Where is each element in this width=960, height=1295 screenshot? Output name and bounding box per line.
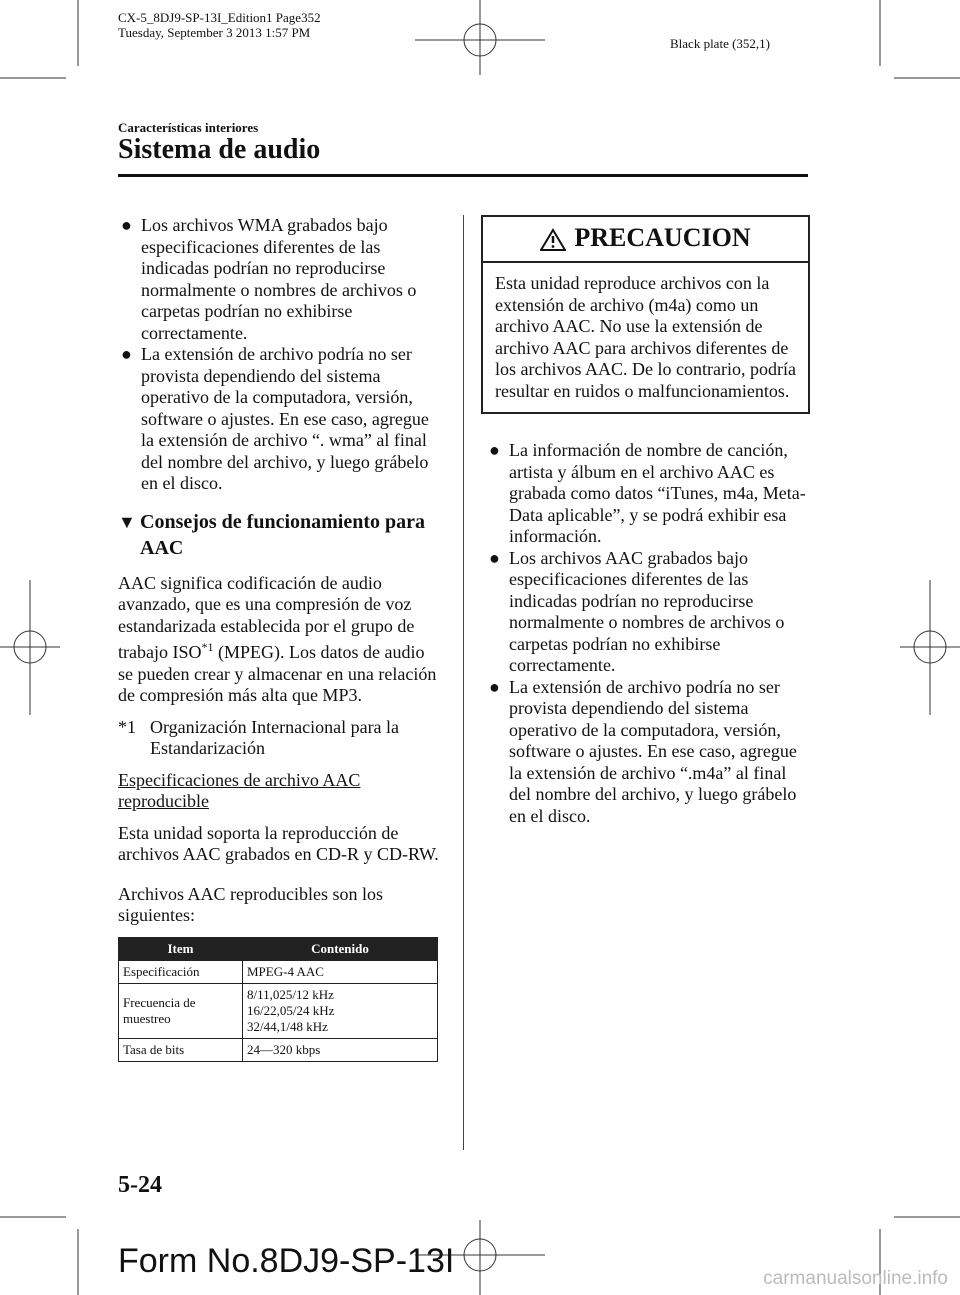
table-row	[119, 983, 438, 1038]
right-column	[486, 440, 808, 827]
table-cell: 8/11,025/12 kHz 16/22,05/24 kHz 32/44,1/48 kHz	[243, 983, 438, 1038]
watermark: carmanualsonline.info	[763, 1268, 948, 1289]
footnote	[118, 717, 440, 760]
table-row	[119, 960, 438, 983]
column-divider	[463, 215, 464, 1150]
caution-body: Esta unidad reproduce archivos con la extensión de archivo (m4a) como un archivo AAC. No use la extensión de archivo AAC para archivos diferentes de los archivos AAC. De lo contrario, podría resultar en ruidos o malfuncionamientos.	[495, 273, 796, 401]
bullet-icon: ●	[489, 547, 500, 568]
bullet-icon: ●	[489, 676, 500, 697]
table-header: Contenido	[243, 937, 438, 960]
list-item	[486, 548, 808, 677]
plate-label: Black plate (352,1)	[670, 36, 770, 51]
caution-header	[483, 217, 808, 263]
list-item	[486, 677, 808, 828]
caution-box	[481, 215, 810, 414]
print-info-line: CX-5_8DJ9-SP-13I_Edition1 Page352	[118, 10, 321, 25]
section-heading-text: Consejos de funcionamiento para AAC	[140, 510, 426, 559]
paragraph-text: (MPEG). Los datos de audio se pueden crear y almacenar en una relación de compresión más alta que MP3.	[118, 642, 437, 705]
list-item-text: La información de nombre de canción, artista y álbum en el archivo AAC es grabada como datos “iTunes, m4a, Meta-Data aplicable”, y se podrá exhibir esa información.	[509, 440, 806, 546]
list-item-text: Los archivos WMA grabados bajo especificaciones diferentes de las indicadas podrían no reproducirse normalmente o nombres de archivos o carpetas podrían no exhibirse correctamente.	[141, 215, 417, 343]
print-info	[118, 10, 321, 40]
section-label: Características interiores	[118, 120, 259, 135]
section-heading	[118, 509, 440, 561]
paragraph-text: AAC significa codificación de audio avanzado, que es una compresión de voz estandarizada establecida por el grupo de trabajo ISO	[118, 572, 415, 662]
footnote-reference: *1	[201, 640, 214, 654]
list-item	[486, 440, 808, 548]
list-item-text: Los archivos AAC grabados bajo especificaciones diferentes de las indicadas podrían no reproducirse normalmente o nombres de archivos o carpetas podrían no exhibirse correctamente.	[509, 547, 785, 675]
footnote-mark: *1	[118, 716, 136, 737]
page-number: 5-24	[118, 1172, 162, 1198]
triangle-down-icon: ▼	[118, 511, 136, 532]
files-paragraph: Archivos AAC reproducibles son los siguientes:	[118, 883, 383, 925]
subheading: Especificaciones de archivo AAC reproducible	[118, 769, 361, 811]
warning-icon	[540, 228, 566, 252]
table-cell: Frecuencia de muestreo	[119, 983, 243, 1038]
spec-table	[118, 937, 438, 1062]
title-rule	[118, 174, 808, 177]
bullet-icon: ●	[121, 344, 132, 364]
list-item-text: La extensión de archivo podría no ser provista dependiendo del sistema operativo de la computadora, versión, software o ajustes. En ese caso, agregue la extensión de archivo “. wma” al final del nombre del archivo, y luego grábelo en el disco.	[141, 344, 429, 493]
table-row	[119, 1038, 438, 1061]
list-item-text: La extensión de archivo podría no ser provista dependiendo del sistema operativo de la computadora, versión, software o ajustes. En ese caso, agregue la extensión de archivo “.m4a” al final del nombre del archivo, y luego grábelo en el disco.	[509, 676, 797, 826]
caution-title: PRECAUCION	[574, 223, 751, 252]
bullet-icon: ●	[121, 215, 132, 235]
footnote-text: Organización Internacional para la Estandarización	[150, 716, 400, 758]
form-number: Form No.8DJ9-SP-13I	[118, 1242, 455, 1280]
list-item	[118, 344, 440, 495]
table-cell: Especificación	[119, 960, 243, 983]
support-paragraph: Esta unidad soporta la reproducción de archivos AAC grabados en CD-R y CD-RW.	[118, 822, 439, 864]
print-info-line: Tuesday, September 3 2013 1:57 PM	[118, 25, 311, 40]
table-cell: 24―320 kbps	[243, 1038, 438, 1061]
list-item	[118, 215, 440, 344]
table-cell: Tasa de bits	[119, 1038, 243, 1061]
page-title: Sistema de audio	[118, 134, 321, 165]
table-cell: MPEG-4 AAC	[243, 960, 438, 983]
intro-paragraph	[118, 573, 440, 707]
left-column	[118, 215, 440, 1062]
bullet-icon: ●	[489, 440, 500, 460]
table-header: Item	[119, 937, 243, 960]
